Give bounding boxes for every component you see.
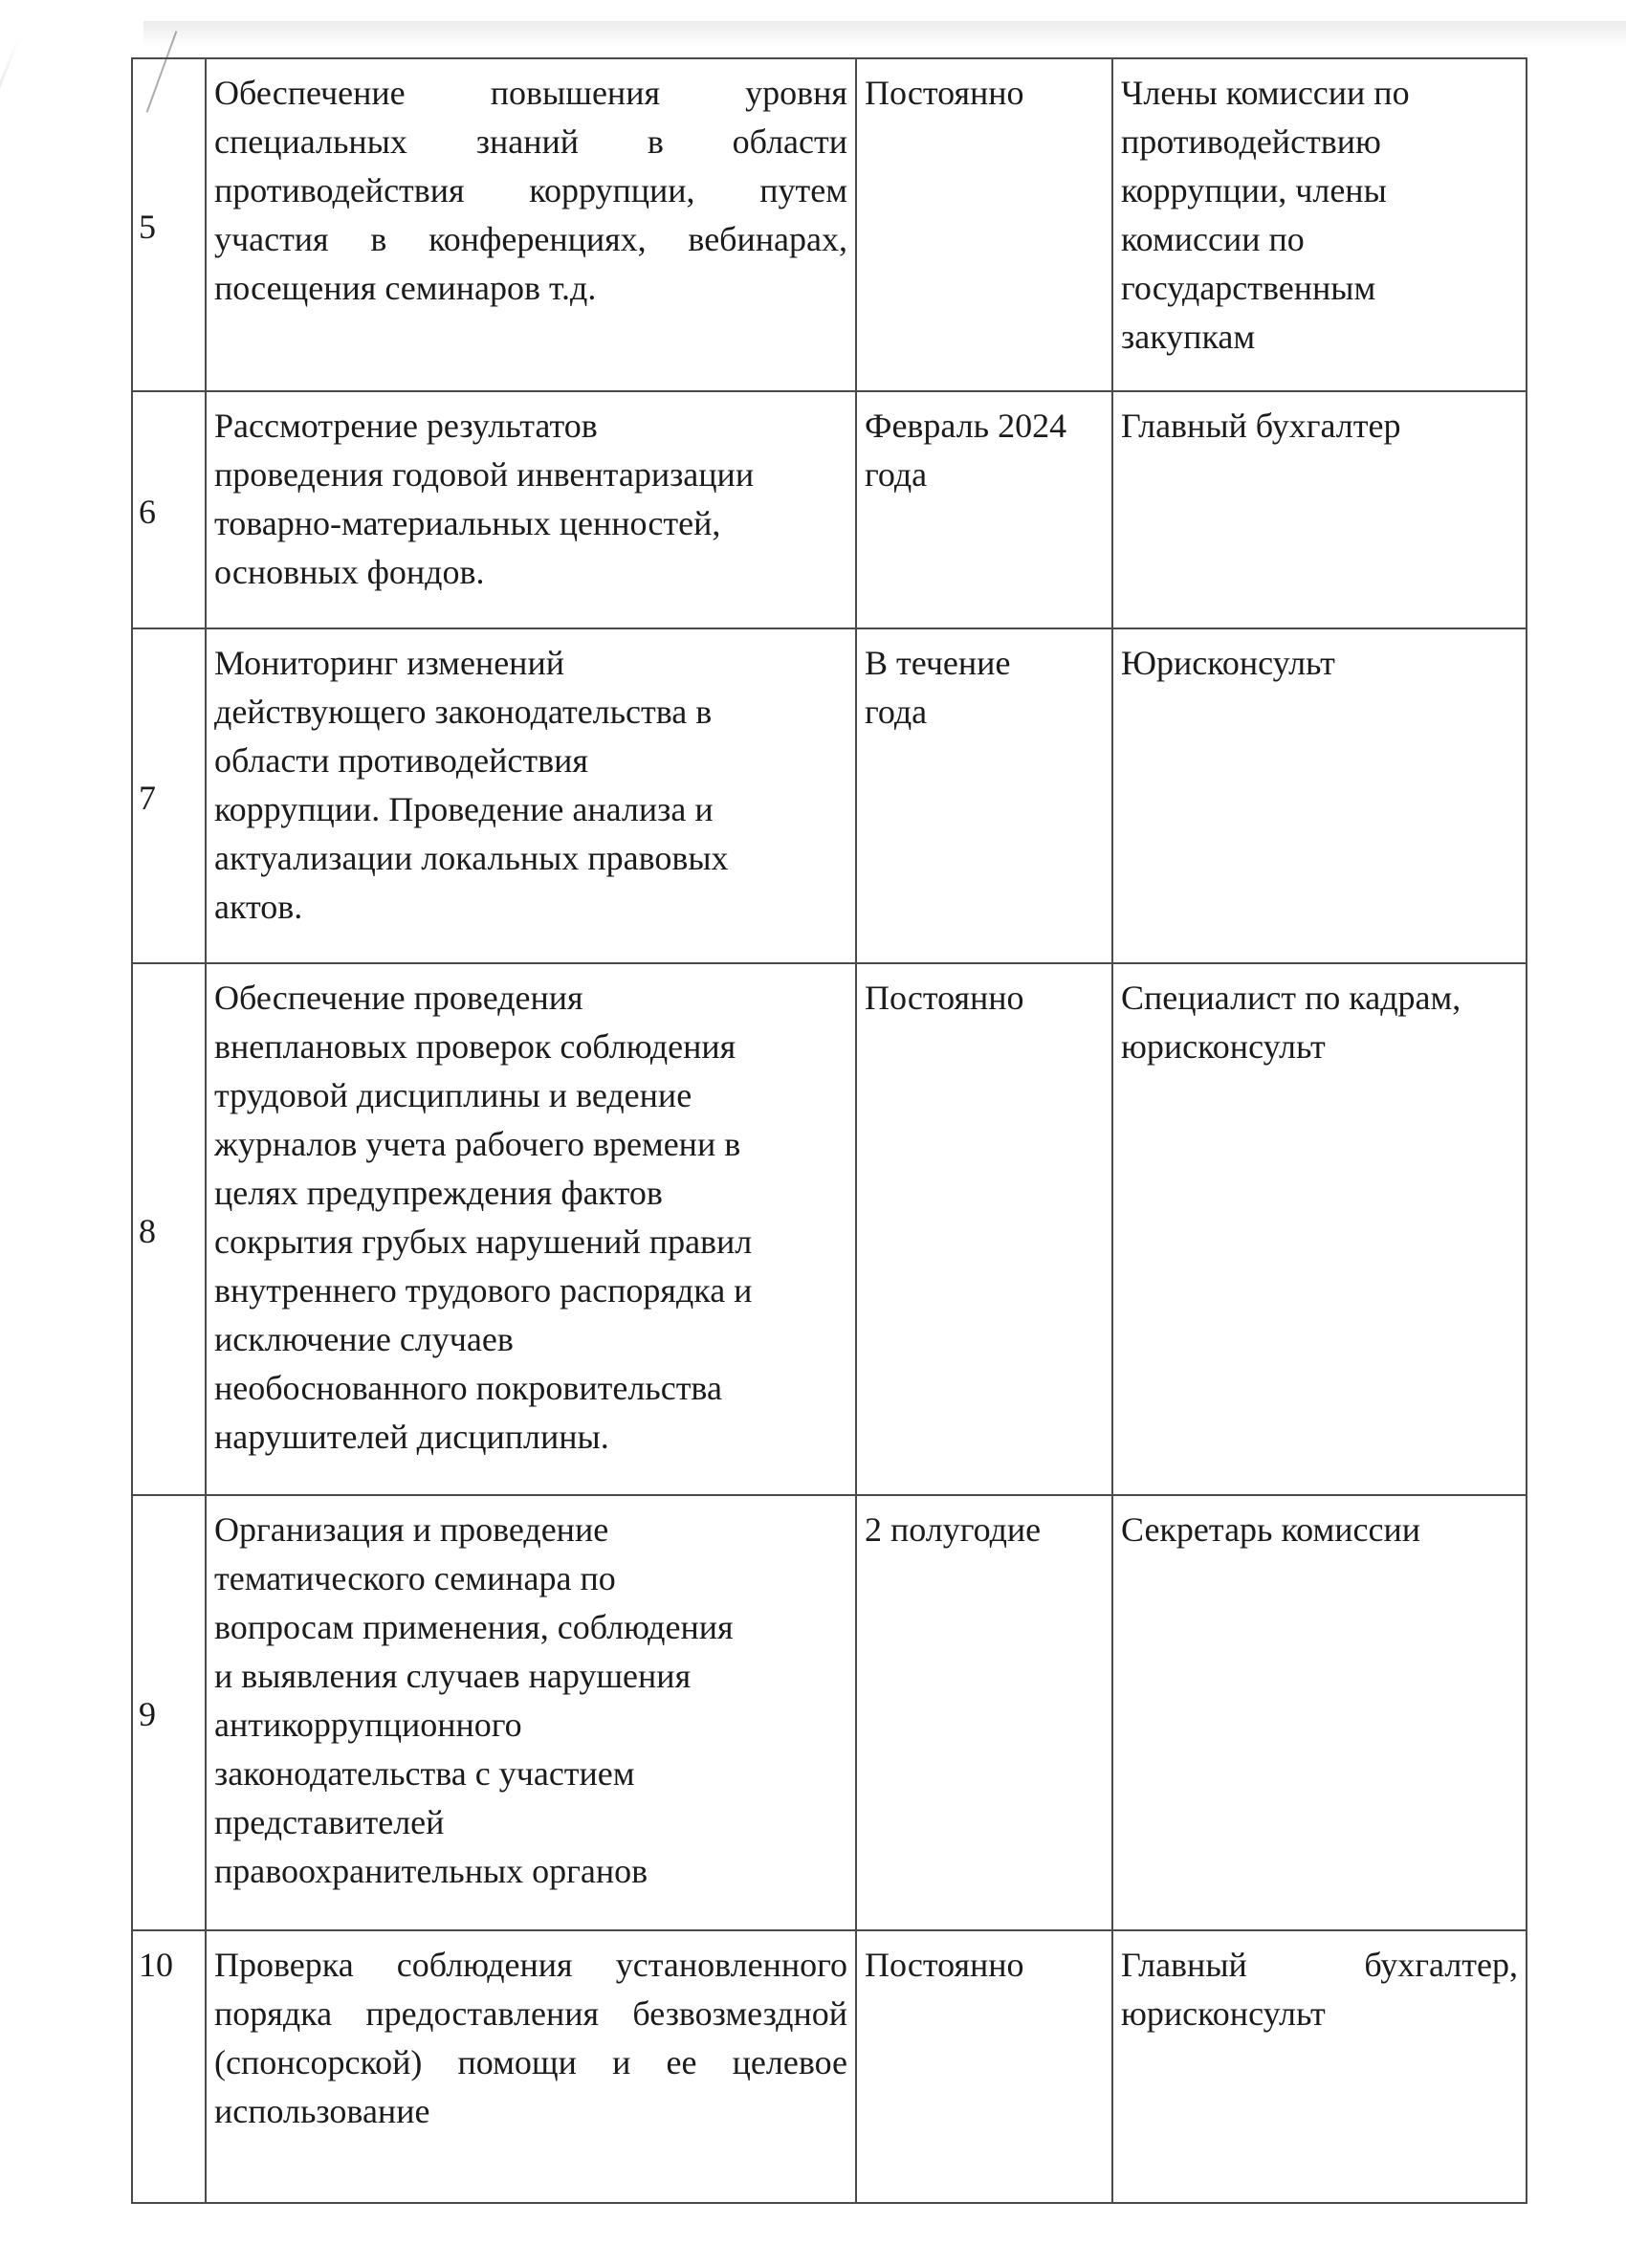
term-cell: Постоянно (856, 58, 1112, 391)
table-row (132, 963, 1527, 1495)
scan-fold-mark (0, 38, 20, 332)
table-row (132, 1495, 1527, 1930)
activity-cell: Обеспечение повышения уровня специальных знаний в области противодействия коррупции, путем участия в конференциях, вебинарах, посещения семинаров т.д. (206, 58, 856, 391)
term-cell: В течение года (856, 628, 1112, 963)
responsible-cell: Главный бухгалтер (1112, 391, 1527, 628)
activity-cell: Проверка соблюдения установленного порядка предоставления безвозмездной (спонсорской) помощи и ее целевое использование (206, 1930, 856, 2203)
term-cell: Постоянно (856, 1930, 1112, 2203)
activity-cell: Организация и проведение тематического семинара по вопросам применения, соблюдения и выявления случаев нарушения антикоррупционного законодательства с участием представителей правоохранительных органов (206, 1495, 856, 1930)
term-cell: Постоянно (856, 963, 1112, 1495)
term-cell: Февраль 2024 года (856, 391, 1112, 628)
scan-shadow (143, 21, 1626, 48)
responsible-cell: Члены комиссии по противодействию коррупции, члены комиссии по государственным закупкам (1112, 58, 1527, 391)
row-number: 6 (132, 391, 206, 628)
responsible-cell: Специалист по кадрам, юрисконсульт (1112, 963, 1527, 1495)
responsible-cell: Секретарь комиссии (1112, 1495, 1527, 1930)
table-row (132, 391, 1527, 628)
anticorruption-plan-table (131, 57, 1527, 2204)
responsible-cell: Юрисконсульт (1112, 628, 1527, 963)
row-number: 5 (132, 58, 206, 391)
table-row (132, 1930, 1527, 2203)
row-number: 10 (132, 1930, 206, 2203)
term-cell: 2 полугодие (856, 1495, 1112, 1930)
row-number: 8 (132, 963, 206, 1495)
activity-cell: Обеспечение проведения внеплановых проверок соблюдения трудовой дисциплины и ведение журналов учета рабочего времени в целях предупреждения фактов сокрытия грубых нарушений правил внутреннего трудового распорядка и исключение случаев необоснованного покровительства нарушителей дисциплины. (206, 963, 856, 1495)
row-number: 7 (132, 628, 206, 963)
responsible-cell: Главный бухгалтер, юрисконсульт (1112, 1930, 1527, 2203)
table-row (132, 58, 1527, 391)
activity-cell: Мониторинг изменений действующего законодательства в области противодействия коррупции. Проведение анализа и актуализации локальных правовых актов. (206, 628, 856, 963)
table-row (132, 628, 1527, 963)
activity-cell: Рассмотрение результатов проведения годовой инвентаризации товарно-материальных ценностей, основных фондов. (206, 391, 856, 628)
row-number: 9 (132, 1495, 206, 1930)
